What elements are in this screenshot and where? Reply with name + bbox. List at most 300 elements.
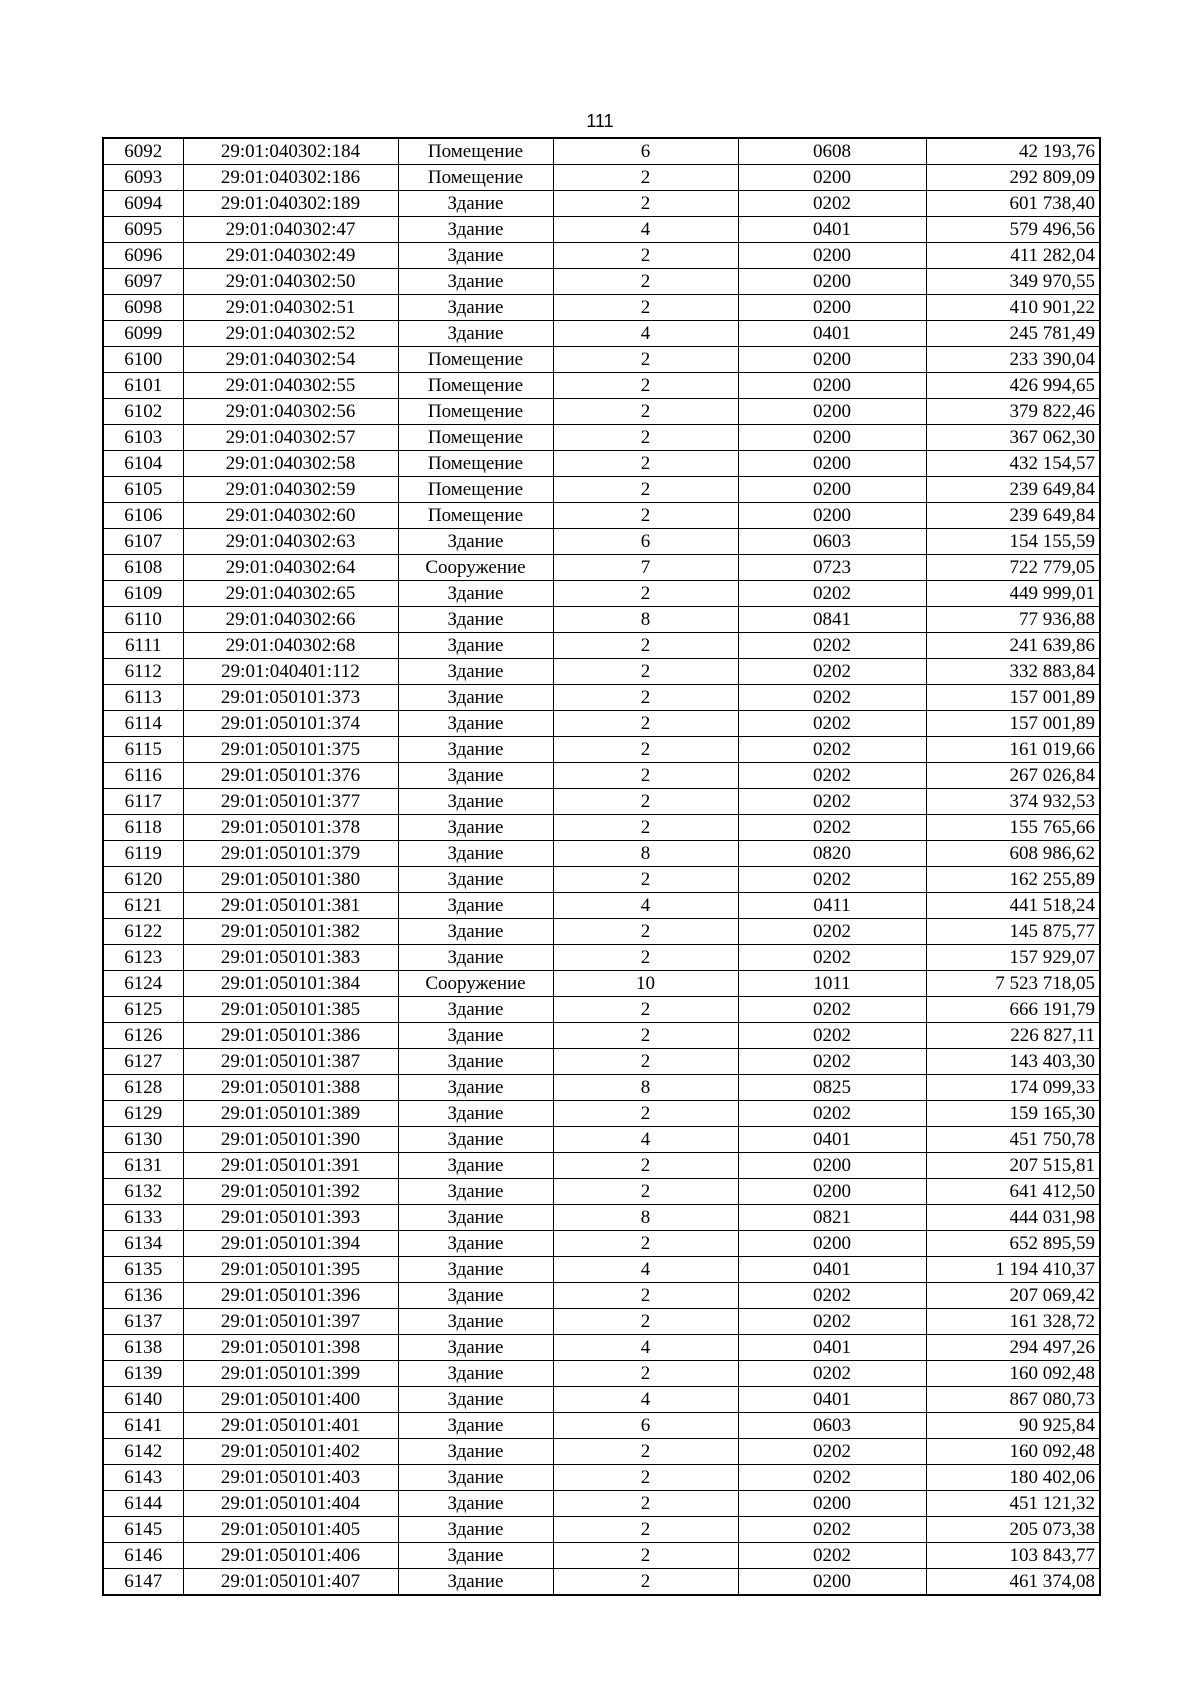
- group-cell: 4: [553, 1127, 738, 1153]
- cadastral-value-cell: 157 929,07: [926, 945, 1100, 971]
- table-row: [103, 685, 1100, 711]
- cadastral-number-cell: 29:01:050101:394: [183, 1231, 398, 1257]
- code-cell: 0401: [738, 1387, 926, 1413]
- group-cell: 6: [553, 138, 738, 165]
- table-row: [103, 191, 1100, 217]
- object-type-cell: Здание: [398, 1049, 553, 1075]
- cadastral-number-cell: 29:01:040302:49: [183, 243, 398, 269]
- table-row: [103, 1439, 1100, 1465]
- table-row: [103, 295, 1100, 321]
- group-cell: 6: [553, 529, 738, 555]
- table-row: [103, 243, 1100, 269]
- code-cell: 0821: [738, 1205, 926, 1231]
- cadastral-number-cell: 29:01:050101:388: [183, 1075, 398, 1101]
- row-number-cell: 6096: [103, 243, 183, 269]
- row-number-cell: 6102: [103, 399, 183, 425]
- cadastral-number-cell: 29:01:050101:405: [183, 1517, 398, 1543]
- row-number-cell: 6141: [103, 1413, 183, 1439]
- cadastral-number-cell: 29:01:050101:407: [183, 1569, 398, 1596]
- group-cell: 2: [553, 737, 738, 763]
- object-type-cell: Здание: [398, 1387, 553, 1413]
- table-row: [103, 1283, 1100, 1309]
- table-row: [103, 945, 1100, 971]
- object-type-cell: Здание: [398, 581, 553, 607]
- table-row: [103, 451, 1100, 477]
- row-number-cell: 6133: [103, 1205, 183, 1231]
- table-row: [103, 477, 1100, 503]
- group-cell: 2: [553, 867, 738, 893]
- code-cell: 0608: [738, 138, 926, 165]
- group-cell: 2: [553, 1361, 738, 1387]
- cadastral-value-cell: 205 073,38: [926, 1517, 1100, 1543]
- cadastral-number-cell: 29:01:050101:395: [183, 1257, 398, 1283]
- cadastral-value-cell: 180 402,06: [926, 1465, 1100, 1491]
- object-type-cell: Здание: [398, 1075, 553, 1101]
- cadastral-number-cell: 29:01:040302:51: [183, 295, 398, 321]
- row-number-cell: 6143: [103, 1465, 183, 1491]
- cadastral-value-cell: 379 822,46: [926, 399, 1100, 425]
- row-number-cell: 6125: [103, 997, 183, 1023]
- group-cell: 2: [553, 815, 738, 841]
- row-number-cell: 6106: [103, 503, 183, 529]
- group-cell: 2: [553, 295, 738, 321]
- page-number: 111: [586, 111, 614, 131]
- cadastral-value-cell: 103 843,77: [926, 1543, 1100, 1569]
- cadastral-value-cell: 161 328,72: [926, 1309, 1100, 1335]
- cadastral-value-cell: 174 099,33: [926, 1075, 1100, 1101]
- code-cell: 0200: [738, 1569, 926, 1596]
- code-cell: 0200: [738, 503, 926, 529]
- group-cell: 2: [553, 763, 738, 789]
- object-type-cell: Здание: [398, 815, 553, 841]
- group-cell: 2: [553, 1517, 738, 1543]
- code-cell: 0200: [738, 269, 926, 295]
- cadastral-number-cell: 29:01:040302:50: [183, 269, 398, 295]
- cadastral-number-cell: 29:01:050101:390: [183, 1127, 398, 1153]
- table-row: [103, 321, 1100, 347]
- cadastral-value-cell: 157 001,89: [926, 685, 1100, 711]
- group-cell: 8: [553, 1205, 738, 1231]
- cadastral-value-cell: 239 649,84: [926, 477, 1100, 503]
- group-cell: 2: [553, 789, 738, 815]
- code-cell: 0200: [738, 347, 926, 373]
- row-number-cell: 6138: [103, 1335, 183, 1361]
- object-type-cell: Здание: [398, 1569, 553, 1596]
- group-cell: 2: [553, 1049, 738, 1075]
- object-type-cell: Здание: [398, 1231, 553, 1257]
- table-row: [103, 1309, 1100, 1335]
- code-cell: 0401: [738, 217, 926, 243]
- cadastral-value-cell: 601 738,40: [926, 191, 1100, 217]
- code-cell: 0202: [738, 711, 926, 737]
- row-number-cell: 6117: [103, 789, 183, 815]
- table-row: [103, 555, 1100, 581]
- table-row: [103, 1465, 1100, 1491]
- table-row: [103, 1101, 1100, 1127]
- cadastral-value-cell: 241 639,86: [926, 633, 1100, 659]
- table-row: [103, 841, 1100, 867]
- code-cell: 0200: [738, 373, 926, 399]
- cadastral-number-cell: 29:01:040302:55: [183, 373, 398, 399]
- cadastral-value-cell: 143 403,30: [926, 1049, 1100, 1075]
- object-type-cell: Здание: [398, 1439, 553, 1465]
- row-number-cell: 6118: [103, 815, 183, 841]
- cadastral-number-cell: 29:01:050101:396: [183, 1283, 398, 1309]
- group-cell: 2: [553, 1023, 738, 1049]
- cadastral-value-cell: 410 901,22: [926, 295, 1100, 321]
- group-cell: 4: [553, 893, 738, 919]
- code-cell: 0841: [738, 607, 926, 633]
- group-cell: 4: [553, 321, 738, 347]
- group-cell: 2: [553, 997, 738, 1023]
- table-row: [103, 1387, 1100, 1413]
- object-type-cell: Сооружение: [398, 971, 553, 997]
- object-type-cell: Здание: [398, 1335, 553, 1361]
- cadastral-number-cell: 29:01:050101:377: [183, 789, 398, 815]
- cadastral-value-cell: 652 895,59: [926, 1231, 1100, 1257]
- table-row: [103, 347, 1100, 373]
- row-number-cell: 6105: [103, 477, 183, 503]
- object-type-cell: Сооружение: [398, 555, 553, 581]
- cadastral-number-cell: 29:01:050101:379: [183, 841, 398, 867]
- table-row: [103, 867, 1100, 893]
- code-cell: 0202: [738, 1309, 926, 1335]
- object-type-cell: Здание: [398, 607, 553, 633]
- cadastral-number-cell: 29:01:040302:64: [183, 555, 398, 581]
- cadastral-value-cell: 267 026,84: [926, 763, 1100, 789]
- object-type-cell: Здание: [398, 1127, 553, 1153]
- code-cell: 0401: [738, 1335, 926, 1361]
- code-cell: 0200: [738, 451, 926, 477]
- cadastral-number-cell: 29:01:050101:378: [183, 815, 398, 841]
- cadastral-value-cell: 666 191,79: [926, 997, 1100, 1023]
- row-number-cell: 6142: [103, 1439, 183, 1465]
- cadastral-value-cell: 432 154,57: [926, 451, 1100, 477]
- row-number-cell: 6127: [103, 1049, 183, 1075]
- cadastral-value-cell: 161 019,66: [926, 737, 1100, 763]
- table-row: [103, 165, 1100, 191]
- cadastral-number-cell: 29:01:040302:63: [183, 529, 398, 555]
- object-type-cell: Здание: [398, 633, 553, 659]
- group-cell: 4: [553, 1387, 738, 1413]
- group-cell: 4: [553, 1257, 738, 1283]
- cadastral-number-cell: 29:01:050101:387: [183, 1049, 398, 1075]
- object-type-cell: Помещение: [398, 399, 553, 425]
- code-cell: 0202: [738, 685, 926, 711]
- group-cell: 2: [553, 373, 738, 399]
- row-number-cell: 6093: [103, 165, 183, 191]
- cadastral-value-cell: 641 412,50: [926, 1179, 1100, 1205]
- cadastral-number-cell: 29:01:040302:57: [183, 425, 398, 451]
- row-number-cell: 6112: [103, 659, 183, 685]
- object-type-cell: Здание: [398, 1361, 553, 1387]
- object-type-cell: Помещение: [398, 165, 553, 191]
- group-cell: 2: [553, 1101, 738, 1127]
- cadastral-number-cell: 29:01:050101:397: [183, 1309, 398, 1335]
- group-cell: 4: [553, 217, 738, 243]
- object-type-cell: Здание: [398, 1543, 553, 1569]
- code-cell: 0202: [738, 1023, 926, 1049]
- row-number-cell: 6113: [103, 685, 183, 711]
- object-type-cell: Здание: [398, 1179, 553, 1205]
- code-cell: 0200: [738, 243, 926, 269]
- object-type-cell: Здание: [398, 867, 553, 893]
- code-cell: 0202: [738, 737, 926, 763]
- cadastral-value-cell: 332 883,84: [926, 659, 1100, 685]
- cadastral-value-cell: 42 193,76: [926, 138, 1100, 165]
- cadastral-value-cell: 449 999,01: [926, 581, 1100, 607]
- cadastral-value-cell: 867 080,73: [926, 1387, 1100, 1413]
- group-cell: 2: [553, 1283, 738, 1309]
- row-number-cell: 6116: [103, 763, 183, 789]
- row-number-cell: 6145: [103, 1517, 183, 1543]
- table-row: [103, 1127, 1100, 1153]
- row-number-cell: 6139: [103, 1361, 183, 1387]
- cadastral-value-cell: 154 155,59: [926, 529, 1100, 555]
- code-cell: 0200: [738, 477, 926, 503]
- table-row: [103, 503, 1100, 529]
- row-number-cell: 6121: [103, 893, 183, 919]
- code-cell: 0401: [738, 1127, 926, 1153]
- object-type-cell: Помещение: [398, 477, 553, 503]
- cadastral-value-cell: 441 518,24: [926, 893, 1100, 919]
- group-cell: 2: [553, 399, 738, 425]
- object-type-cell: Помещение: [398, 373, 553, 399]
- cadastral-number-cell: 29:01:050101:401: [183, 1413, 398, 1439]
- cadastral-value-cell: 155 765,66: [926, 815, 1100, 841]
- object-type-cell: Здание: [398, 789, 553, 815]
- cadastral-value-cell: 1 194 410,37: [926, 1257, 1100, 1283]
- code-cell: 0401: [738, 321, 926, 347]
- row-number-cell: 6137: [103, 1309, 183, 1335]
- cadastral-number-cell: 29:01:050101:381: [183, 893, 398, 919]
- table-row: [103, 138, 1100, 165]
- cadastral-number-cell: 29:01:040302:65: [183, 581, 398, 607]
- object-type-cell: Здание: [398, 191, 553, 217]
- group-cell: 7: [553, 555, 738, 581]
- cadastral-value-cell: 608 986,62: [926, 841, 1100, 867]
- code-cell: 0202: [738, 1283, 926, 1309]
- cadastral-number-cell: 29:01:050101:403: [183, 1465, 398, 1491]
- group-cell: 2: [553, 1309, 738, 1335]
- cadastral-value-cell: 451 750,78: [926, 1127, 1100, 1153]
- object-type-cell: Здание: [398, 1153, 553, 1179]
- cadastral-value-cell: 207 069,42: [926, 1283, 1100, 1309]
- cadastral-number-cell: 29:01:050101:384: [183, 971, 398, 997]
- object-type-cell: Здание: [398, 1023, 553, 1049]
- table-row: [103, 1569, 1100, 1596]
- code-cell: 0202: [738, 191, 926, 217]
- cadastral-number-cell: 29:01:040302:68: [183, 633, 398, 659]
- group-cell: 2: [553, 165, 738, 191]
- row-number-cell: 6129: [103, 1101, 183, 1127]
- table-row: [103, 1361, 1100, 1387]
- table-row: [103, 269, 1100, 295]
- code-cell: 0202: [738, 1049, 926, 1075]
- table-row: [103, 997, 1100, 1023]
- row-number-cell: 6130: [103, 1127, 183, 1153]
- row-number-cell: 6114: [103, 711, 183, 737]
- object-type-cell: Здание: [398, 841, 553, 867]
- object-type-cell: Здание: [398, 1413, 553, 1439]
- group-cell: 2: [553, 685, 738, 711]
- row-number-cell: 6095: [103, 217, 183, 243]
- table-row: [103, 607, 1100, 633]
- registry-table-body: [103, 138, 1100, 1595]
- cadastral-number-cell: 29:01:050101:391: [183, 1153, 398, 1179]
- object-type-cell: Здание: [398, 269, 553, 295]
- group-cell: 2: [553, 1153, 738, 1179]
- row-number-cell: 6100: [103, 347, 183, 373]
- cadastral-number-cell: 29:01:040302:66: [183, 607, 398, 633]
- cadastral-number-cell: 29:01:050101:399: [183, 1361, 398, 1387]
- group-cell: 2: [553, 581, 738, 607]
- cadastral-number-cell: 29:01:040401:112: [183, 659, 398, 685]
- row-number-cell: 6134: [103, 1231, 183, 1257]
- table-row: [103, 1543, 1100, 1569]
- group-cell: 2: [553, 1231, 738, 1257]
- object-type-cell: Здание: [398, 1465, 553, 1491]
- object-type-cell: Помещение: [398, 503, 553, 529]
- table-row: [103, 1491, 1100, 1517]
- cadastral-number-cell: 29:01:040302:184: [183, 138, 398, 165]
- cadastral-value-cell: 239 649,84: [926, 503, 1100, 529]
- cadastral-value-cell: 233 390,04: [926, 347, 1100, 373]
- cadastral-number-cell: 29:01:040302:189: [183, 191, 398, 217]
- cadastral-value-cell: 294 497,26: [926, 1335, 1100, 1361]
- group-cell: 2: [553, 503, 738, 529]
- row-number-cell: 6110: [103, 607, 183, 633]
- table-row: [103, 425, 1100, 451]
- object-type-cell: Здание: [398, 295, 553, 321]
- row-number-cell: 6120: [103, 867, 183, 893]
- code-cell: 0200: [738, 1153, 926, 1179]
- cadastral-number-cell: 29:01:050101:374: [183, 711, 398, 737]
- object-type-cell: Здание: [398, 685, 553, 711]
- object-type-cell: Здание: [398, 1491, 553, 1517]
- group-cell: 2: [553, 347, 738, 373]
- cadastral-number-cell: 29:01:040302:58: [183, 451, 398, 477]
- group-cell: 2: [553, 1465, 738, 1491]
- table-row: [103, 919, 1100, 945]
- cadastral-number-cell: 29:01:040302:59: [183, 477, 398, 503]
- code-cell: 0411: [738, 893, 926, 919]
- object-type-cell: Здание: [398, 997, 553, 1023]
- object-type-cell: Здание: [398, 217, 553, 243]
- cadastral-number-cell: 29:01:040302:47: [183, 217, 398, 243]
- object-type-cell: Помещение: [398, 425, 553, 451]
- cadastral-value-cell: 411 282,04: [926, 243, 1100, 269]
- row-number-cell: 6098: [103, 295, 183, 321]
- code-cell: 0202: [738, 1361, 926, 1387]
- code-cell: 0202: [738, 919, 926, 945]
- table-row: [103, 893, 1100, 919]
- cadastral-number-cell: 29:01:040302:56: [183, 399, 398, 425]
- row-number-cell: 6097: [103, 269, 183, 295]
- row-number-cell: 6094: [103, 191, 183, 217]
- table-row: [103, 399, 1100, 425]
- row-number-cell: 6146: [103, 1543, 183, 1569]
- group-cell: 2: [553, 269, 738, 295]
- table-row: [103, 1413, 1100, 1439]
- code-cell: 0202: [738, 1517, 926, 1543]
- group-cell: 2: [553, 633, 738, 659]
- cadastral-value-cell: 461 374,08: [926, 1569, 1100, 1596]
- group-cell: 8: [553, 607, 738, 633]
- object-type-cell: Здание: [398, 1283, 553, 1309]
- code-cell: 0825: [738, 1075, 926, 1101]
- table-row: [103, 1075, 1100, 1101]
- code-cell: 0723: [738, 555, 926, 581]
- table-row: [103, 763, 1100, 789]
- object-type-cell: Здание: [398, 529, 553, 555]
- code-cell: 0202: [738, 815, 926, 841]
- object-type-cell: Здание: [398, 1101, 553, 1127]
- object-type-cell: Здание: [398, 893, 553, 919]
- cadastral-number-cell: 29:01:050101:406: [183, 1543, 398, 1569]
- cadastral-value-cell: 207 515,81: [926, 1153, 1100, 1179]
- object-type-cell: Здание: [398, 1257, 553, 1283]
- row-number-cell: 6103: [103, 425, 183, 451]
- cadastral-number-cell: 29:01:050101:389: [183, 1101, 398, 1127]
- cadastral-value-cell: 444 031,98: [926, 1205, 1100, 1231]
- cadastral-number-cell: 29:01:050101:386: [183, 1023, 398, 1049]
- cadastral-value-cell: 77 936,88: [926, 607, 1100, 633]
- code-cell: 0202: [738, 945, 926, 971]
- cadastral-value-cell: 426 994,65: [926, 373, 1100, 399]
- cadastral-value-cell: 374 932,53: [926, 789, 1100, 815]
- code-cell: 0200: [738, 165, 926, 191]
- code-cell: 0202: [738, 789, 926, 815]
- cadastral-value-cell: 159 165,30: [926, 1101, 1100, 1127]
- cadastral-value-cell: 160 092,48: [926, 1439, 1100, 1465]
- group-cell: 8: [553, 841, 738, 867]
- object-type-cell: Здание: [398, 945, 553, 971]
- row-number-cell: 6135: [103, 1257, 183, 1283]
- cadastral-value-cell: 722 779,05: [926, 555, 1100, 581]
- code-cell: 0200: [738, 425, 926, 451]
- cadastral-value-cell: 90 925,84: [926, 1413, 1100, 1439]
- cadastral-value-cell: 162 255,89: [926, 867, 1100, 893]
- cadastral-number-cell: 29:01:050101:400: [183, 1387, 398, 1413]
- cadastral-value-cell: 160 092,48: [926, 1361, 1100, 1387]
- code-cell: 0202: [738, 763, 926, 789]
- row-number-cell: 6104: [103, 451, 183, 477]
- row-number-cell: 6136: [103, 1283, 183, 1309]
- cadastral-number-cell: 29:01:050101:398: [183, 1335, 398, 1361]
- cadastral-value-cell: 292 809,09: [926, 165, 1100, 191]
- table-row: [103, 1335, 1100, 1361]
- object-type-cell: Здание: [398, 321, 553, 347]
- table-row: [103, 1179, 1100, 1205]
- table-row: [103, 633, 1100, 659]
- cadastral-number-cell: 29:01:040302:54: [183, 347, 398, 373]
- group-cell: 2: [553, 243, 738, 269]
- table-row: [103, 711, 1100, 737]
- cadastral-number-cell: 29:01:050101:373: [183, 685, 398, 711]
- object-type-cell: Помещение: [398, 451, 553, 477]
- table-row: [103, 1231, 1100, 1257]
- code-cell: 0202: [738, 867, 926, 893]
- cadastral-value-cell: 7 523 718,05: [926, 971, 1100, 997]
- row-number-cell: 6128: [103, 1075, 183, 1101]
- object-type-cell: Помещение: [398, 347, 553, 373]
- cadastral-number-cell: 29:01:050101:402: [183, 1439, 398, 1465]
- code-cell: 0200: [738, 1179, 926, 1205]
- cadastral-value-cell: 579 496,56: [926, 217, 1100, 243]
- table-row: [103, 529, 1100, 555]
- group-cell: 10: [553, 971, 738, 997]
